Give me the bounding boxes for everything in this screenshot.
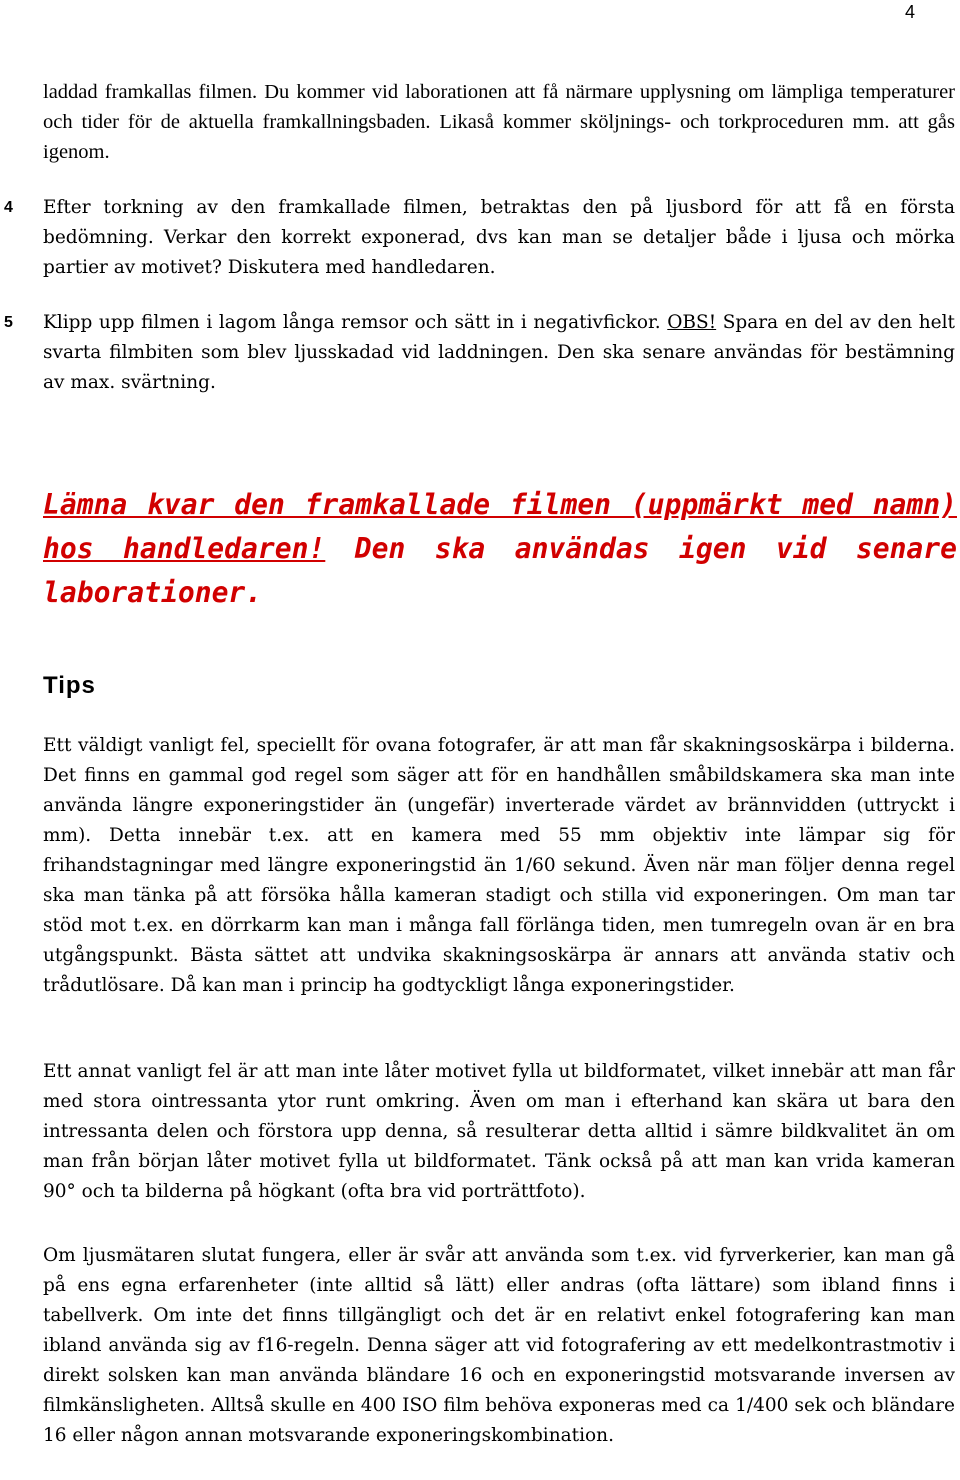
notice-underlined: Lämna kvar den framkallade filmen (uppmärkt med namn) hos handledaren! (43, 488, 957, 565)
page-number: 4 (904, 2, 915, 22)
notice-rest: Den ska användas igen vid senare laborationer. (43, 532, 958, 609)
step-text: Klipp upp filmen i lagom långa remsor och sätt in i negativfickor. (43, 312, 668, 333)
tips-heading: Tips (43, 672, 96, 699)
step-text-continued: Spara en del av den helt svarta filmbiten som blev ljusskadad vid laddningen. Den ska senare användas för bestämning av max. svärtning. (43, 312, 955, 393)
step-5 (4, 308, 955, 398)
intro-paragraph: laddad framkallas filmen. Du kommer vid laborationen att få närmare upplysning om lämpliga temperaturer och tider för de aktuella framkallningsbaden. Likaså kommer sköljnings- och torkproceduren mm. att gås igenom. (43, 81, 955, 163)
step-number: 4 (4, 199, 13, 216)
step-number: 5 (4, 314, 13, 331)
step-text: Efter torkning av den framkallade filmen, betraktas den på ljusbord för att få en första bedömning. Verkar den korrekt exponerad, dvs kan man se detaljer både i ljusa och mörka partier av motivet? Diskutera med handledaren. (43, 197, 955, 278)
step-4 (4, 193, 955, 283)
obs-label: OBS! (667, 312, 717, 333)
tips-paragraph-2: Ett annat vanligt fel är att man inte låter motivet fylla ut bildformatet, vilket innebär att man får med stora ointressanta ytor runt omkring. Även om man i efterhand kan skära ut bara den intressanta delen och förstora upp denna, så resulterar detta alltid i sämre bildkvalitet än om man från början låter motivet fylla ut bildformatet. Tänk också på att man kan vrida kameran 90° och ta bilderna på högkant (ofta bra vid porträttfoto). (43, 1061, 955, 1202)
notice-text (43, 483, 957, 615)
tips-paragraph-3: Om ljusmätaren slutat fungera, eller är svår att använda som t.ex. vid fyrverkerier, kan man gå på ens egna erfarenheter (inte alltid så lätt) eller andras (ofta lättare) som ibland finns i tabellverk. Om inte det finns tillgängligt och det är en relativt enkel fotografering kan man ibland använda sig av f16-regeln. Denna säger att vid fotografering av ett medelkontrastmotiv i direkt solsken kan man använda bländare 16 och en exponeringstid motsvarande inversen av filmkänsligheten. Alltså skulle en 400 ISO film behöva exponeras med ca 1/400 sek och bländare 16 eller någon annan motsvarande exponeringskombination. (43, 1245, 955, 1446)
tips-paragraph-1: Ett väldigt vanligt fel, speciellt för ovana fotografer, är att man får skakningsoskärpa i bilderna. Det finns en gammal god regel som säger att för en handhållen småbildskamera ska man inte använda längre exponeringstider än (ungefär) inverterade värdet av brännvidden (uttryckt i mm). Detta innebär t.ex. att en kamera med 55 mm objektiv inte lämpar sig för frihandstagningar med längre exponeringstid än 1/60 sekund. Även när man följer denna regel ska man tänka på att försöka hålla kameran stadigt och stilla vid exponeringen. Om man tar stöd mot t.ex. en dörrkarm kan man i många fall förlänga tiden, men tumregeln ovan är en bra utgångspunkt. Bästa sättet att undvika skakningsoskärpa är annars att använda stativ och trådutlösare. Då kan man i princip ha godtyckligt långa exponeringstider. (43, 735, 955, 996)
